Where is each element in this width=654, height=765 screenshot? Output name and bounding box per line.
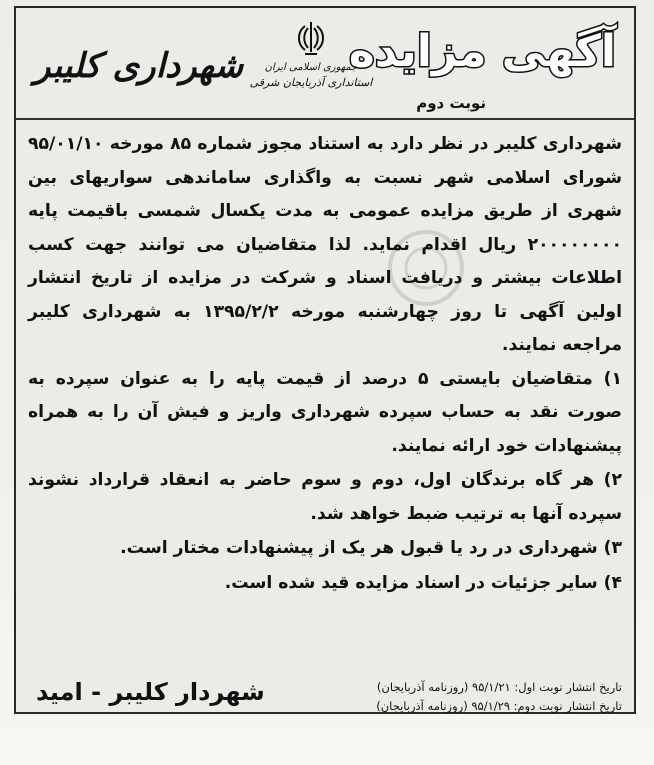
notice-frame xyxy=(14,6,636,714)
notice-title: آگهی مزایده xyxy=(348,26,616,77)
government-name: جمهوری اسلامی ایران xyxy=(264,62,358,73)
condition-item: ۳) شهرداری در رد یا قبول هر یک از پیشنهادات مختار است. xyxy=(120,538,622,558)
condition-item: ۲) هر گاه برندگان اول، دوم و سوم حاضر به انعقاد قرارداد نشوند سپرده آنها به ترتیب ضبط خواهد شد. xyxy=(28,470,622,524)
mayor-signature: شهردار کلیبر - امید xyxy=(36,678,265,706)
notice-header xyxy=(16,8,634,120)
government-block xyxy=(241,18,381,118)
condition-item: ۱) متقاضیان بایستی ۵ درصد از قیمت پایه را به عنوان سپرده به صورت نقد به حساب سپرده شهرداری واریز و فیش آن را به همراه پیشنهادات خود ارائه نمایند. xyxy=(28,368,622,456)
condition-item: ۴) سایر جزئیات در اسناد مزایده قید شده است. xyxy=(224,572,622,593)
iran-emblem-icon xyxy=(291,18,331,58)
notice-subtitle: نوبت دوم xyxy=(416,94,486,112)
publication-dates xyxy=(292,678,622,716)
governorate-name: استانداری آذربایجان شرقی xyxy=(249,76,373,89)
second-publication-date: تاریخ انتشار نوبت دوم: ۹۵/۱/۲۹ (روزنامه آذربایجان) xyxy=(376,699,622,713)
notice-intro-paragraph: شهرداری کلیبر در نظر دارد به استناد مجوز شماره ۸۵ مورخه ۹۵/۰۱/۱۰ شورای اسلامی شهر نسبت به واگذاری ساماندهی سواریهای بین شهری از طریق مزایده عمومی به مدت یکسال شمسی باقیمت پایه ۲۰۰۰۰۰۰۰۰ ریال اقدام نماید. لذا متقاضیان می توانند جهت کسب اطلاعات بیشتر و دریافت اسناد و شرکت در مزایده از تاریخ انتشار اولین آگهی تا روز چهارشنبه مورخه ۱۳۹۵/۲/۲ به شهرداری کلیبر مراجعه نمایند. xyxy=(28,134,622,355)
notice-body xyxy=(28,128,622,600)
organization-name: شهرداری کلیبر xyxy=(34,46,244,86)
first-publication-date: تاریخ انتشار نوبت اول: ۹۵/۱/۲۱ (روزنامه آذربایجان) xyxy=(376,680,622,694)
